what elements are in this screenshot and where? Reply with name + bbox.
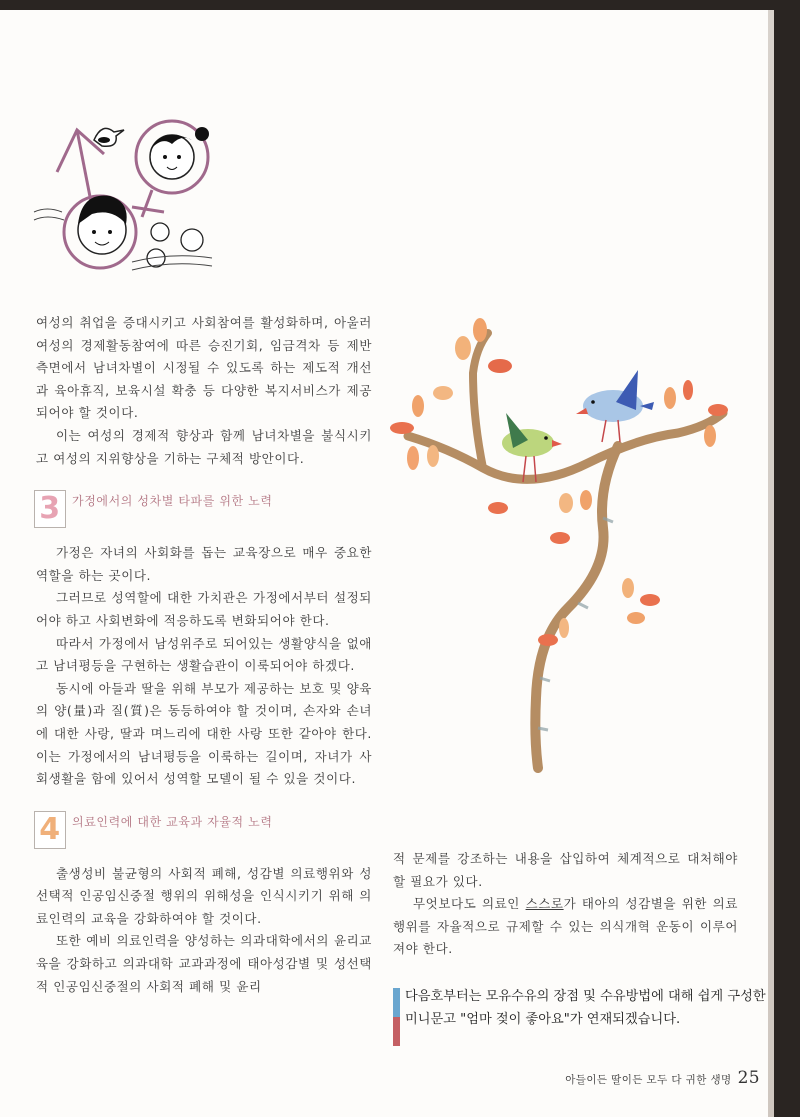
section-3-number: 3 [34, 490, 66, 528]
section-4-paragraph-2: 또한 예비 의료인력을 양성하는 의과대학에서의 윤리교육을 강화하고 의과대학 교과과정에 태아성감별 및 성선택적 인공임신중절의 사회적 폐해 및 윤리 [36, 933, 372, 994]
section-4-paragraph-1: 출생성비 불균형의 사회적 폐해, 성감별 의료행위와 성선택적 인공임신중절 행위의 위해성을 인식시키기 위해 의료인력의 교육을 강화하여야 할 것이다. [36, 865, 372, 926]
section-4-paragraph-3: 무엇보다도 의료인 스스로가 태아의 성감별을 위한 의료행위를 자율적으로 규제할 수 있는 의식개혁 운동이 이루어져야 한다. [393, 896, 738, 957]
left-column [36, 312, 372, 998]
intro-paragraph-1: 여성의 취업을 증대시키고 사회참여를 활성화하며, 아울러 여성의 경제활동참여에 따른 승진기회, 임금격차 등 제반 측면에서 남녀차별이 시정될 수 있도록 하는 제도적 개선과 육아휴직, 보육시설 확충 등 다양한 복지서비스가 제공되어야 할 것이다. [36, 315, 372, 421]
section-3-paragraph-3: 따라서 가정에서 남성위주로 되어있는 생활양식을 없애고 남녀평등을 구현하는 생활습관이 이룩되어야 하겠다. [36, 635, 372, 674]
section-4-continued: 적 문제를 강조하는 내용을 삽입하여 체계적으로 대처해야 할 필요가 있다. [393, 851, 738, 889]
notice-text: 다음호부터는 모유수유의 장점 및 수유방법에 대해 쉽게 구성한 미니문고 "엄마 젖이 좋아요"가 연재되겠습니다. [405, 989, 766, 1027]
underlined-word: 스스로 [525, 896, 564, 912]
birds-branch-illustration [388, 318, 738, 773]
next-issue-notice [393, 986, 775, 1031]
page-number: 25 [737, 1068, 760, 1088]
running-footer: 아들이든 딸이든 모두 다 귀한 생명 [565, 1074, 732, 1086]
section-4-title: 의료인력에 대한 교육과 자율적 노력 [72, 814, 273, 829]
section-4-heading [34, 811, 372, 855]
page-edge [768, 10, 774, 1117]
section-4-number: 4 [34, 811, 66, 849]
page-footer [565, 1068, 760, 1088]
section-3-paragraph-2: 그러므로 성역할에 대한 가치관은 가정에서부터 설정되어야 하고 사회변화에 적응하도록 변화되어야 한다. [36, 590, 372, 628]
section-3-paragraph-4: 동시에 아들과 딸을 위해 부모가 제공하는 보호 및 양육의 양(量)과 질(質)은 동등하여야 할 것이며, 손자와 손녀에 대한 사랑, 딸과 며느리에 대한 사랑 또한 같아야 한다. 이는 가정에서의 남녀평등을 이룩하는 길이며, 자녀가 사회생활을 함에 있어서 성역할 모델이 될 수 있을 것이다. [36, 680, 372, 787]
right-column [393, 848, 738, 961]
gender-symbols-illustration [32, 112, 217, 287]
section-3-heading [34, 490, 372, 534]
section-3-title: 가정에서의 성차별 타파를 위한 노력 [72, 494, 273, 509]
intro-paragraph-2: 이는 여성의 경제적 향상과 함께 남녀차별을 불식시키고 여성의 지위향상을 기하는 구체적 방안이다. [36, 427, 372, 466]
blue-bird [576, 370, 654, 442]
section-3-paragraph-1: 가정은 자녀의 사회화를 돕는 교육장으로 매우 중요한 역할을 하는 곳이다. [36, 545, 372, 583]
notice-color-bar [393, 988, 400, 1046]
